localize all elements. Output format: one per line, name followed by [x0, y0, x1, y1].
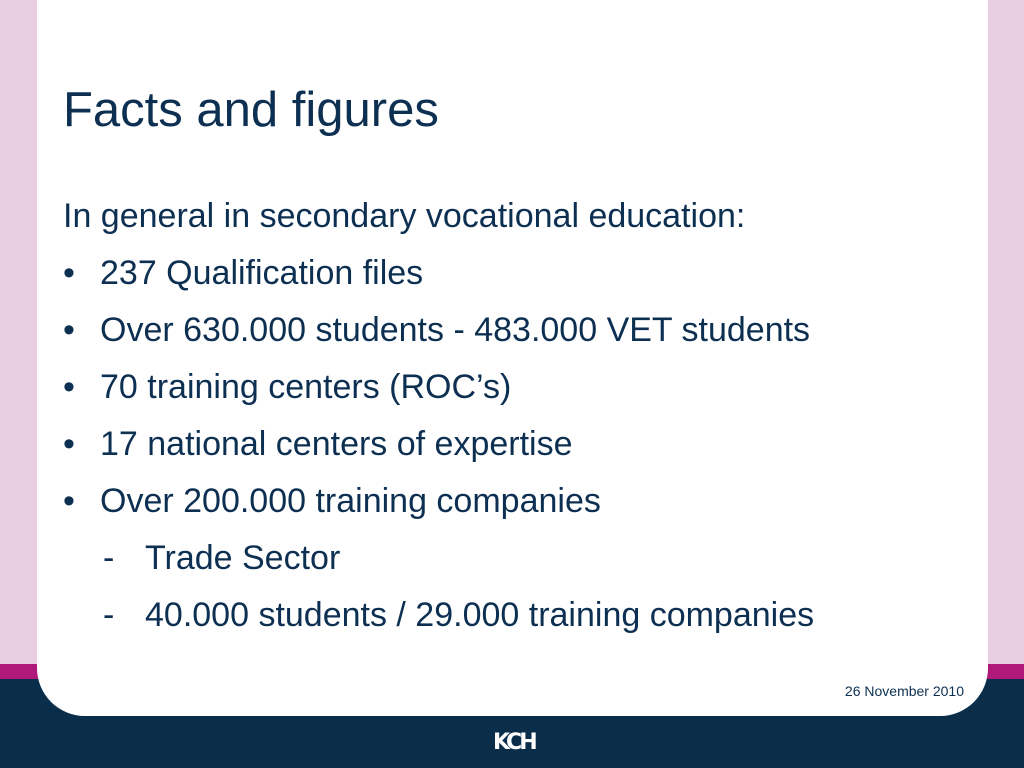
- bullet-text: Over 200.000 training companies: [100, 482, 601, 520]
- list-item: [63, 359, 963, 416]
- dash-icon: -: [103, 539, 115, 577]
- kch-logo: KCH: [493, 730, 535, 755]
- sub-item-text: Trade Sector: [145, 539, 341, 577]
- bullet-text: Over 630.000 students - 483.000 VET students: [100, 311, 811, 349]
- sub-item-text: 40.000 students / 29.000 training companies: [145, 596, 815, 634]
- intro-text: In general in secondary vocational education:: [63, 197, 746, 235]
- sub-list-item: [63, 587, 963, 644]
- list-item: [63, 416, 963, 473]
- slide-content: [63, 188, 963, 644]
- bullet-text: 17 national centers of expertise: [100, 425, 573, 463]
- bullet-list: [63, 245, 963, 530]
- bullet-text: 237 Qualification files: [100, 254, 424, 292]
- bullet-icon: •: [63, 425, 75, 463]
- sub-list: [63, 530, 963, 644]
- bullet-icon: •: [63, 254, 75, 292]
- bullet-icon: •: [63, 368, 75, 406]
- bullet-icon: •: [63, 482, 75, 520]
- dash-icon: -: [103, 596, 115, 634]
- slide-title: Facts and figures: [63, 83, 439, 137]
- right-side-band: [988, 0, 1024, 668]
- bullet-text: 70 training centers (ROC’s): [100, 368, 512, 406]
- list-item: [63, 245, 963, 302]
- list-item: [63, 473, 963, 530]
- sub-list-item: [63, 530, 963, 587]
- left-side-band: [0, 0, 37, 668]
- slide-date: 26 November 2010: [844, 683, 964, 699]
- bullet-icon: •: [63, 311, 75, 349]
- list-item: [63, 302, 963, 359]
